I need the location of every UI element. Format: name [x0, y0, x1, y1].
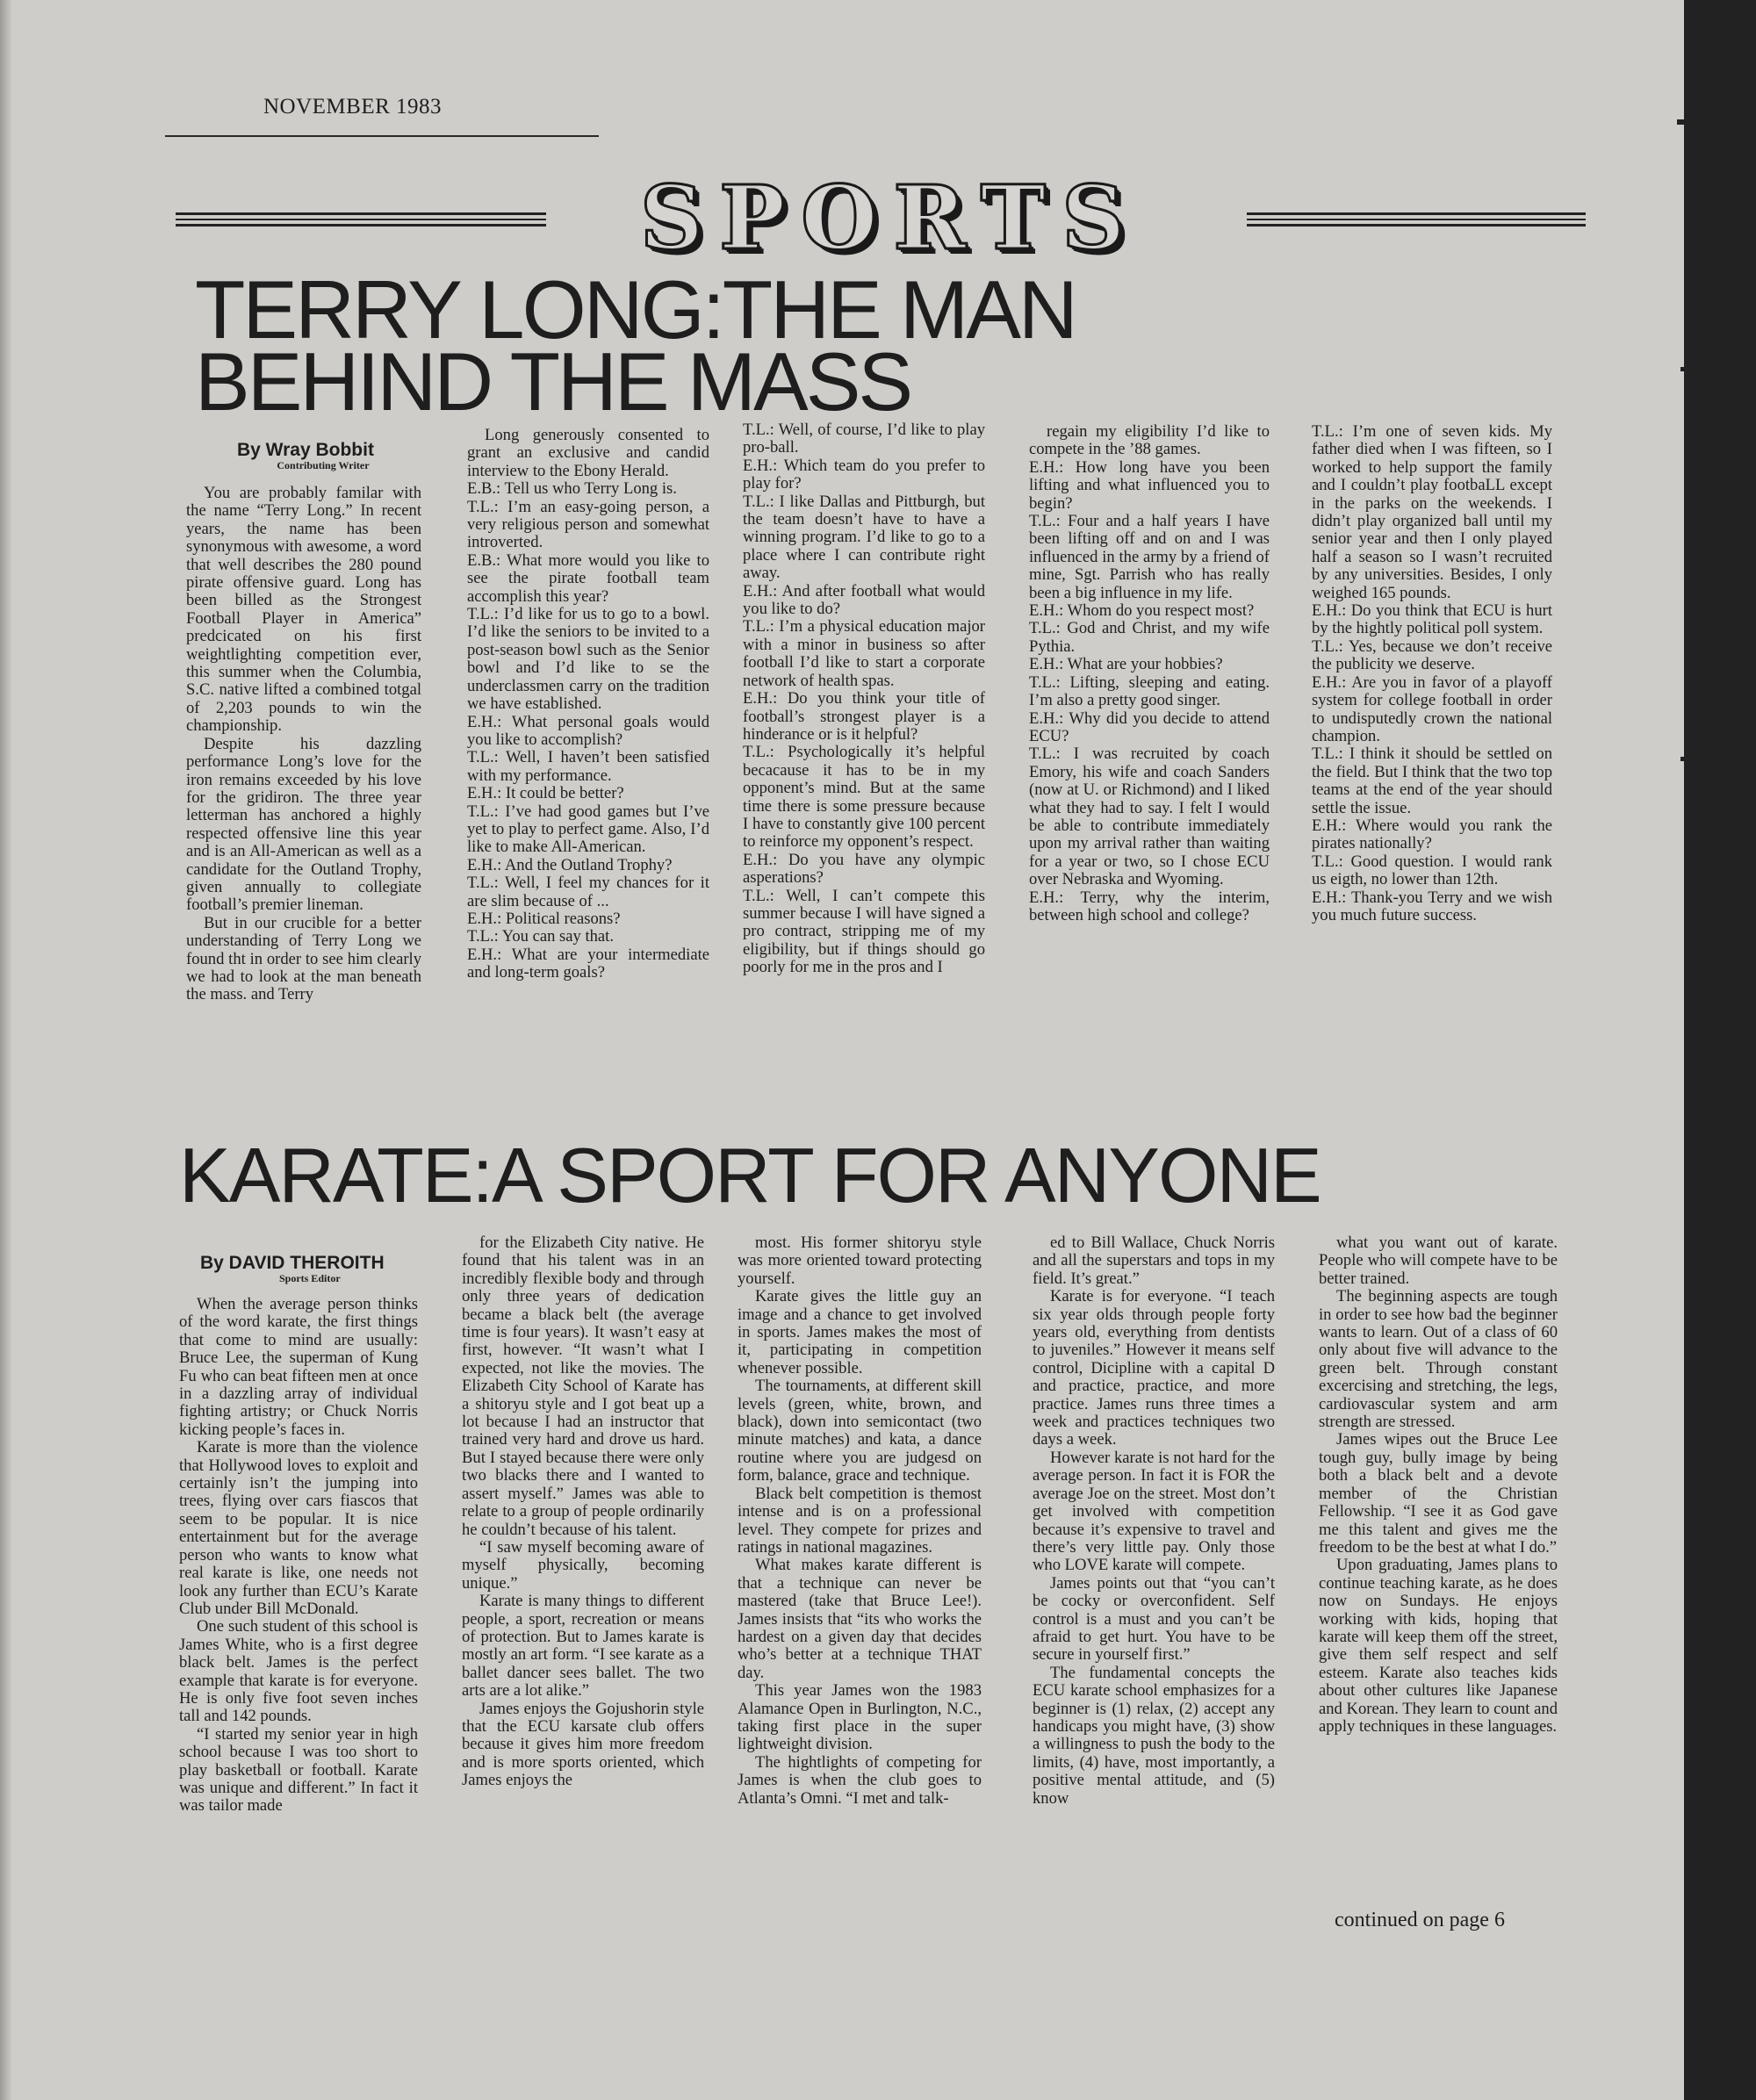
paragraph: “I saw myself becoming aware of myself physically, becoming unique.” — [462, 1537, 704, 1593]
article-2-column-4 — [1033, 1234, 1275, 1808]
article-1-column-2 — [467, 427, 709, 982]
paragraph: “I started my senior year in high school because I was too short to play basketball or football. Karate was unique and different.” In fact it was tailor made — [179, 1724, 418, 1816]
paragraph: However karate is not hard for the average person. In fact it is FOR the average Joe on the street. Most don’t get involved with competition because it’s expensive to travel and there’s very little pay. Only those who LOVE karate will compete. — [1033, 1448, 1275, 1575]
paragraph: E.H.: Why did you decide to attend ECU? — [1029, 708, 1270, 745]
paragraph: T.L.: I’m an easy-going person, a very religious person and somewhat introverted. — [467, 497, 709, 552]
paragraph: E.H.: What are your hobbies? — [1029, 655, 1223, 674]
paragraph: T.L.: Well, I feel my chances for it are slim because of ... — [467, 874, 709, 910]
paragraph: T.L.: I’d like for us to go to a bowl. I’d like the seniors to be invited to a post-season bowl such as the Senior bowl and I’d like to se the underclassmen carry on the tradition we have established. — [467, 605, 709, 714]
paragraph: This year James won the 1983 Alamance Open in Burlington, N.C., taking first place in the super lightweight division. — [738, 1681, 982, 1754]
byline-role: Contributing Writer — [277, 459, 370, 471]
paragraph: E.H.: Which team do you prefer to play for? — [743, 456, 985, 493]
section-rule-left — [176, 212, 546, 227]
paragraph: E.H.: Do you have any olympic asperations? — [743, 850, 985, 888]
paragraph: E.B.: What more would you like to see the pirate football team accomplish this year? — [467, 550, 709, 606]
article-2-column-3 — [738, 1234, 982, 1808]
paragraph: James enjoys the Gojushorin style that the ECU karsate club offers because it gives him more freedom and is more sports oriented, which James enjoys the — [462, 1699, 704, 1790]
paragraph: E.H.: Thank-you Terry and we wish you much future success. — [1312, 888, 1552, 924]
paragraph: T.L.: Four and a half years I have been lifting off and on and I was influenced in the army by a friend of mine, Sgt. Parrish who has really been a big influence in my life. — [1029, 512, 1270, 602]
scan-speck — [1677, 119, 1684, 125]
article-1-byline — [237, 441, 374, 471]
paragraph: Despite his dazzling performance Long’s love for the iron remains exceeded by his love for the gridiron. The three year letterman has anchored a highly respected offensive line this year and is an All-American as well as a candidate for the Outland Trophy, given annually to collegiate football’s premier lineman. — [186, 734, 421, 915]
article-2-byline — [200, 1254, 385, 1284]
date-rule — [165, 135, 599, 137]
paragraph: E.H.: It could be better? — [467, 784, 624, 803]
paragraph: James wipes out the Bruce Lee tough guy, bully image by being both a black belt and a devote member of the Christian Fellowship. “I see it as God gave me this talent and gives me the freedom to be the best at what I do.” — [1319, 1430, 1558, 1557]
paragraph: E.H.: Where would you rank the pirates nationally? — [1312, 816, 1552, 853]
paragraph: T.L.: Well, of course, I’d like to play pro-ball. — [743, 421, 985, 457]
paragraph: E.H.: What are your intermediate and long-term goals? — [467, 945, 709, 982]
paragraph: regain my eligibility I’d like to compete in the ’88 games. — [1029, 422, 1270, 459]
paragraph: Long generously consented to grant an exclusive and candid interview to the Ebony Herald. — [467, 426, 709, 480]
paragraph: E.B.: Tell us who Terry Long is. — [467, 479, 677, 499]
paragraph: T.L.: You can say that. — [467, 927, 614, 946]
paragraph: E.H.: Whom do you respect most? — [1029, 601, 1255, 621]
paragraph: You are probably familar with the name “Terry Long.” In recent years, the name has been synonymous with awesome, a word that well describes the 280 pound pirate offensive guard. Long has been billed as the Strongest Football Player in America” predcicated on his first weightlighting competition ever, this summer when the Columbia, S.C. native lifted a combined totgal of 2,203 pounds to win the championship. — [186, 484, 421, 736]
article-1-column-5 — [1312, 423, 1552, 924]
article-1-column-1 — [186, 485, 421, 1004]
paragraph: E.H.: How long have you been lifting and what influenced you to begin? — [1029, 457, 1270, 513]
scan-border — [1684, 0, 1756, 2100]
paragraph: T.L.: I think it should be settled on the field. But I think that the two top teams at the end of the year should settle the issue. — [1312, 744, 1552, 817]
paragraph: Karate gives the little guy an image and a chance to get involved in sports. James makes the most of it, participating in competition whenever possible. — [738, 1287, 982, 1377]
paragraph: Upon graduating, James plans to continue teaching karate, as he does now on Sundays. He enjoys working with kids, hoping that karate will keep them off the street, give them self respect and self esteem. Karate also teaches kids about other cultures like Japanese and Korean. They learn to count and apply techniques in these languages. — [1319, 1556, 1558, 1736]
paragraph: The hightlights of competing for James is when the club goes to Atlanta’s Omni. “I met and talk- — [738, 1752, 982, 1808]
article-1-headline — [195, 263, 1076, 428]
paragraph: for the Elizabeth City native. He found that his talent was in an incredibly flexible body and through only three years of dedication became a black belt (the average time is four years). It wasn’t easy at first, however. “It wasn’t what I expected, not like the movies. The Elizabeth City School of Karate has a shitoryu style and I got beat up a lot because I had an instructor that trained very hard and drove us hard. But I stayed because there were only two blacks there and I wanted to assert myself.” James was able to relate to a group of people ordinarily he couldn’t because of his talent. — [462, 1233, 704, 1539]
article-2-column-2 — [462, 1234, 704, 1790]
article-1-column-3 — [743, 421, 985, 977]
paragraph: T.L.: Yes, because we don’t receive the publicity we deserve. — [1312, 636, 1552, 674]
paragraph: When the average person thinks of the word karate, the first things that come to mind are usually: Bruce Lee, the superman of Kung Fu who can beat fifteen men at once in a dazzling array of individual fighting artistry; or Chuck Norris kicking people’s faces in. — [179, 1295, 418, 1439]
byline-name: By DAVID THEROITH — [200, 1253, 385, 1273]
paragraph: Karate is many things to different people, a sport, recreation or means of protection. But to James karate is mostly an art form. “I see karate as a ballet dancer sees ballet. The two arts are a lot alike.” — [462, 1592, 704, 1701]
paragraph: E.H.: Terry, why the interim, between high school and college? — [1029, 888, 1270, 924]
continued-notice: continued on page 6 — [1335, 1909, 1505, 1931]
section-title: SPORTS — [639, 166, 1141, 270]
paragraph: T.L.: God and Christ, and my wife Pythia. — [1029, 619, 1270, 656]
article-2-column-1 — [179, 1296, 418, 1816]
byline-name: By Wray Bobbit — [237, 440, 374, 460]
paragraph: T.L.: I’m a physical education major with a minor in business so after football I’d like to start a corporate network of health spas. — [743, 617, 985, 690]
paragraph: E.H.: Do you think your title of football’s strongest player is a hinderance or is it helpful? — [743, 689, 985, 744]
paragraph: T.L.: Psychologically it’s helpful becacause it has to be in my opponent’s mind. But at the same time there is some pressure because I have to constantly give 100 percent to reinforce my opponent’s respect. — [743, 743, 985, 852]
paragraph: E.H.: What personal goals would you like to accomplish? — [467, 712, 709, 749]
paragraph: T.L.: I like Dallas and Pittburgh, but the team doesn’t have to have a winning program. I’d like to go to a place where I can contribute right away. — [743, 492, 985, 583]
paragraph: E.H.: Are you in favor of a playoff system for college football in order to undisputedly crown the national champion. — [1312, 672, 1552, 745]
article-2-headline: KARATE:A SPORT FOR ANYONE — [179, 1132, 1321, 1219]
paragraph: most. His former shitoryu style was more oriented toward protecting yourself. — [738, 1233, 982, 1288]
section-rule-right — [1247, 212, 1586, 227]
paragraph: E.H.: Political reasons? — [467, 909, 621, 928]
paragraph: T.L.: I’m one of seven kids. My father died when I was fifteen, so I worked to help support the family and I couldn’t play footbaLL except in the parks on the weekends. I didn’t play organized ball until my senior year and then I only played half a season so I wasn’t recruited by any universities. Besides, I only weighed 165 pounds. — [1312, 422, 1552, 602]
paragraph: E.H.: And after football what would you like to do? — [743, 581, 985, 619]
paragraph: T.L.: Well, I can’t compete this summer because I will have signed a pro contract, stripping me of my eligibility, but if things should go poorly for me in the pros and I — [743, 886, 985, 977]
paragraph: Karate is for everyone. “I teach six year olds through people forty years old, everything from dentists to juveniles.” However it means self control, Dicipline with a capital D and practice, practice, and more practice. James runs three times a week and practices techniques two days a week. — [1033, 1287, 1275, 1449]
paragraph: James points out that “you can’t be cocky or overconfident. Self control is a must and you can’t be afraid to get hurt. You have to be secure in yourself first.” — [1033, 1573, 1275, 1665]
paragraph: what you want out of karate. People who will compete have to be better trained. — [1319, 1233, 1558, 1288]
headline-line: TERRY LONG:THE MAN — [195, 263, 1076, 356]
paragraph: E.H.: Do you think that ECU is hurt by the hightly political poll system. — [1312, 601, 1552, 638]
paragraph: The beginning aspects are tough in order to see how bad the beginner wants to learn. Out of a class of 60 only about five will advance to the green belt. Through constant excercising and stretching, the legs, cardiovascular system and arm strength are stressed. — [1319, 1287, 1558, 1432]
paragraph: ed to Bill Wallace, Chuck Norris and all the superstars and tops in my field. It’s great.” — [1033, 1233, 1275, 1288]
paragraph: E.H.: And the Outland Trophy? — [467, 855, 673, 874]
paragraph: T.L.: I was recruited by coach Emory, his wife and coach Sanders (now at U. or Richmond) and I liked what they had to say. I felt I would be able to contribute immediately upon my arrival rather than waiting for a year or two, so I chose ECU over Nebraska and Wyoming. — [1029, 744, 1270, 889]
paragraph: The fundamental concepts the ECU karate school emphasizes for a beginner is (1) relax, (2) accept any handicaps you might have, (3) show a willingness to push the body to the limits, (4) have, most importantly, a positive mental attitude, and (5) know — [1033, 1663, 1275, 1808]
byline-role: Sports Editor — [278, 1272, 341, 1284]
article-1-column-4 — [1029, 423, 1270, 924]
paragraph: One such student of this school is James White, who is a first degree black belt. James is the perfect example that karate is for everyone. He is only five foot seven inches tall and 142 pounds. — [179, 1617, 418, 1726]
page-fold-shadow — [0, 0, 12, 2100]
paragraph: But in our crucible for a better understanding of Terry Long we found tht in order to see him clearly we had to look at the man beneath the mass. and Terry — [186, 913, 421, 1004]
article-2-column-5 — [1319, 1234, 1558, 1736]
paragraph: T.L.: Well, I haven’t been satisfied with my performance. — [467, 748, 709, 785]
issue-date: NOVEMBER 1983 — [263, 95, 443, 119]
paragraph: The tournaments, at different skill levels (green, white, brown, and black), down into semicontact (two minute matches) and kata, a dance routine where you are judgesd on form, balance, grace and technique. — [738, 1377, 982, 1485]
headline-line: BEHIND THE MASS — [195, 335, 911, 428]
paragraph: T.L.: Good question. I would rank us eigth, no lower than 12th. — [1312, 852, 1552, 889]
paragraph: Karate is more than the violence that Hollywood loves to exploit and certainly isn’t the jumping into trees, flying over cars fiascos that seem to be popular. It is nice entertainment but for the average person who wants to know what real karate is like, one needs not look any further than ECU’s Karate Club under Bill McDonald. — [179, 1438, 418, 1618]
paragraph: What makes karate different is that a technique can never be mastered (take that Bruce Lee!). James insists that “its who works the hardest on a given day that decides who’s better at a technique THAT day. — [738, 1556, 982, 1682]
paragraph: T.L.: Lifting, sleeping and eating. I’m also a pretty good singer. — [1029, 672, 1270, 710]
paragraph: Black belt competition is themost intense and is on a professional level. They compete for prizes and ratings in national magazines. — [738, 1484, 982, 1557]
paragraph: T.L.: I’ve had good games but I’ve yet to play to perfect game. Also, I’d like to make All-American. — [467, 802, 709, 857]
